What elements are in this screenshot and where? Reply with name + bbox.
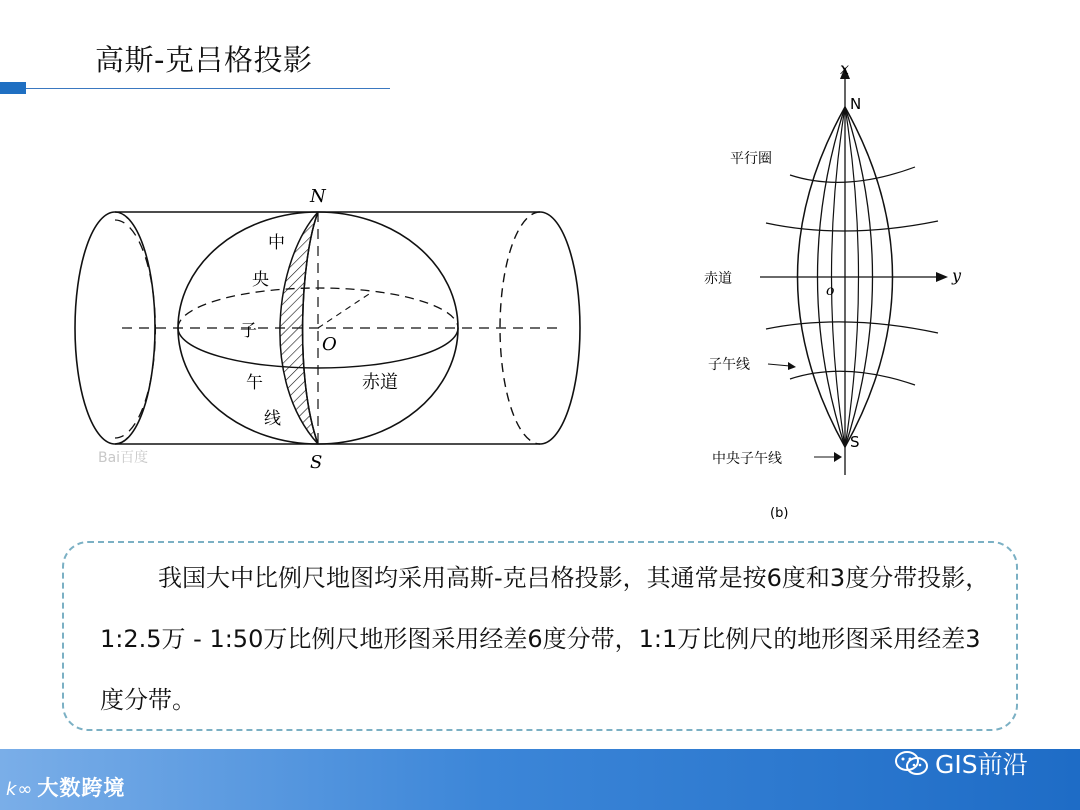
parallel-3 — [766, 322, 938, 333]
parallel-label: 平行圈 — [730, 151, 772, 167]
north-label: N — [310, 186, 326, 207]
meridian-pointer-arrow — [788, 362, 796, 370]
wechat-icon — [895, 750, 929, 776]
central-meridian-pointer-arrow — [834, 452, 842, 462]
y-axis-label: y — [952, 266, 962, 285]
baidu-watermark: Bai百度 — [98, 450, 149, 466]
cylinder-left-inner-dash — [115, 220, 155, 438]
watermark-text: GIS前沿 — [935, 750, 1028, 779]
gauss-kruger-grid-diagram — [690, 55, 980, 530]
equator-label-b: 赤道 — [704, 271, 732, 287]
meridian-label: 子午线 — [708, 357, 750, 373]
meridian-char-3: 子 — [240, 321, 257, 341]
title-underline — [26, 88, 390, 89]
meridian-char-4: 午 — [246, 373, 263, 393]
page-title: 高斯-克吕格投影 — [95, 43, 313, 77]
diagonal-line — [318, 292, 372, 328]
cylinder-right-rim — [540, 212, 580, 444]
panel-label: (b) — [770, 506, 789, 521]
equator-label: 赤道 — [362, 372, 398, 393]
north-label-b: N — [850, 95, 862, 113]
logo-mark: k∞ — [6, 779, 34, 800]
caption-text: 我国大中比例尺地图均采用高斯-克吕格投影，其通常是按6度和3度分带投影，1:2.5万 - 1:50万比例尺地形图采用经差6度分带，1:1万比例尺的地形图采用经差3度分带。 — [100, 564, 990, 714]
footer-logo — [6, 772, 125, 802]
south-label-b: S — [850, 433, 860, 451]
south-label: S — [310, 452, 323, 473]
x-axis-label: x — [840, 59, 850, 78]
meridian-char-5: 线 — [264, 409, 281, 429]
cylinder-projection-diagram — [60, 180, 590, 480]
origin-label: O — [322, 334, 337, 355]
meridian-char-1: 中 — [268, 233, 285, 253]
meridian-char-2: 央 — [252, 270, 269, 290]
meridian-pointer — [768, 364, 790, 366]
title-accent-bar — [0, 82, 26, 94]
central-meridian-label: 中央子午线 — [712, 451, 782, 467]
parallel-2 — [766, 221, 938, 231]
gis-watermark — [895, 745, 1028, 781]
y-axis-arrow — [936, 272, 948, 282]
logo-text: 大数跨境 — [37, 776, 126, 800]
parallel-4 — [790, 371, 915, 385]
origin-label-b: o — [826, 283, 835, 299]
